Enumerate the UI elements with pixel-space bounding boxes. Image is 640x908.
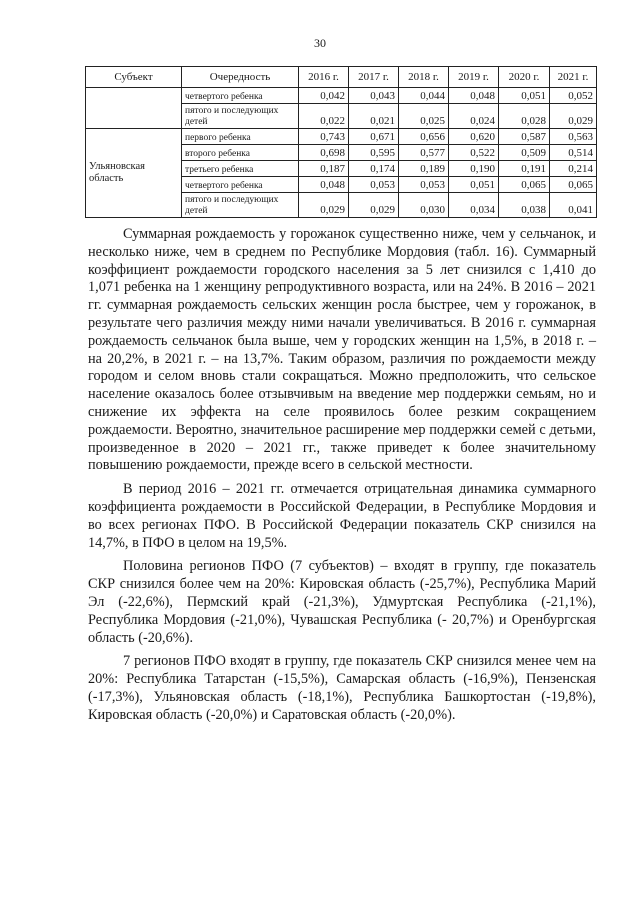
paragraph: Половина регионов ПФО (7 субъектов) – входят в группу, где показатель СКР снизился более чем на 20%: Кировская область (-25,7%), Республика Марий Эл (-22,6%), Пермский край (-21,3%), Удмуртская Республика (-21,1%), Республика Мордовия (-21,0%), Чувашская Республика (- 20,7%) и Оренбургская область (-20,6%). — [88, 558, 596, 646]
value-cell: 0,024 — [449, 104, 499, 129]
value-cell: 0,187 — [299, 161, 349, 177]
value-cell: 0,051 — [499, 88, 550, 104]
paragraph: Суммарная рождаемость у горожанок существенно ниже, чем у сельчанок, и несколько ниже, чем в среднем по Республике Мордовия (табл. 16). Суммарный коэффициент рождаемости городского населения за 5 лет снизился с 1,410 до 1,071 ребенка на 1 женщину репродуктивного возраста, или на 24%. В 2016 – 2021 гг. суммарная рождаемость сельских женщин росла быстрее, чем у горожанок, в результате чего различия между ними начали увеличиваться. В 2016 г. суммарная рождаемость сельчанок была выше, чем у городских женщин на 1,5%, в 2018 г. – на 20,2%, в 2021 г. – на 13,7%. Таким образом, различия по рождаемости между городом и селом вновь стали сокращаться. Можно предположить, что сельское население оказалось более отзывчивым на введение мер поддержки семьям, но и снижение их эффекта на селе проявилось более резким сокращением рождаемости. Вероятно, значительное расширение мер поддержки семей с детьми, произведенное в 2020 – 2021 гг., также приведет к более значительному повышению рождаемости, прежде всего в сельской местности. — [88, 226, 596, 474]
value-cell: 0,587 — [499, 129, 550, 145]
table-row — [86, 88, 597, 104]
subject-cell — [86, 88, 182, 129]
value-cell: 0,022 — [299, 104, 349, 129]
value-cell: 0,043 — [349, 88, 399, 104]
value-cell: 0,509 — [499, 145, 550, 161]
table-header-row — [86, 67, 597, 88]
header-subject: Субъект — [86, 67, 182, 88]
value-cell: 0,514 — [550, 145, 597, 161]
value-cell: 0,053 — [399, 177, 449, 193]
value-cell: 0,029 — [299, 193, 349, 218]
order-cell: пятого и последующих детей — [182, 193, 299, 218]
value-cell: 0,030 — [399, 193, 449, 218]
order-cell: первого ребенка — [182, 129, 299, 145]
value-cell: 0,053 — [349, 177, 399, 193]
birth-order-table — [85, 66, 597, 218]
value-cell: 0,563 — [550, 129, 597, 145]
value-cell: 0,025 — [399, 104, 449, 129]
page-number: 30 — [314, 36, 326, 50]
value-cell: 0,034 — [449, 193, 499, 218]
value-cell: 0,189 — [399, 161, 449, 177]
value-cell: 0,042 — [299, 88, 349, 104]
value-cell: 0,174 — [349, 161, 399, 177]
value-cell: 0,029 — [550, 104, 597, 129]
value-cell: 0,214 — [550, 161, 597, 177]
paragraph: 7 регионов ПФО входят в группу, где показатель СКР снизился менее чем на 20%: Республика Татарстан (-15,5%), Самарская область (-16,9%), Пензенская (-17,3%), Ульяновская область (-18,1%), Республика Башкортостан (-19,8%), Кировская область (-20,0%) и Саратовская область (-20,0%). — [88, 653, 596, 723]
value-cell: 0,041 — [550, 193, 597, 218]
body-text — [88, 226, 596, 725]
paragraph: В период 2016 – 2021 гг. отмечается отрицательная динамика суммарного коэффициента рождаемости в Российской Федерации, в Республике Мордовия и во всех регионах ПФО. В Российской Федерации показатель СКР снизился на 14,7%, в ПФО в целом на 19,5%. — [88, 481, 596, 551]
value-cell: 0,671 — [349, 129, 399, 145]
subject-cell: Ульяновская область — [86, 129, 182, 218]
value-cell: 0,595 — [349, 145, 399, 161]
value-cell: 0,698 — [299, 145, 349, 161]
value-cell: 0,656 — [399, 129, 449, 145]
value-cell: 0,048 — [449, 88, 499, 104]
header-year: 2016 г. — [299, 67, 349, 88]
value-cell: 0,021 — [349, 104, 399, 129]
value-cell: 0,052 — [550, 88, 597, 104]
value-cell: 0,065 — [550, 177, 597, 193]
order-cell: четвертого ребенка — [182, 88, 299, 104]
value-cell: 0,065 — [499, 177, 550, 193]
header-year: 2021 г. — [550, 67, 597, 88]
order-cell: пятого и последующих детей — [182, 104, 299, 129]
value-cell: 0,044 — [399, 88, 449, 104]
value-cell: 0,743 — [299, 129, 349, 145]
header-year: 2017 г. — [349, 67, 399, 88]
order-cell: четвертого ребенка — [182, 177, 299, 193]
value-cell: 0,522 — [449, 145, 499, 161]
value-cell: 0,051 — [449, 177, 499, 193]
value-cell: 0,038 — [499, 193, 550, 218]
order-cell: второго ребенка — [182, 145, 299, 161]
header-year: 2020 г. — [499, 67, 550, 88]
value-cell: 0,190 — [449, 161, 499, 177]
table-row — [86, 129, 597, 145]
value-cell: 0,191 — [499, 161, 550, 177]
header-order: Очередность — [182, 67, 299, 88]
order-cell: третьего ребенка — [182, 161, 299, 177]
value-cell: 0,577 — [399, 145, 449, 161]
value-cell: 0,029 — [349, 193, 399, 218]
value-cell: 0,620 — [449, 129, 499, 145]
header-year: 2018 г. — [399, 67, 449, 88]
value-cell: 0,048 — [299, 177, 349, 193]
value-cell: 0,028 — [499, 104, 550, 129]
header-year: 2019 г. — [449, 67, 499, 88]
